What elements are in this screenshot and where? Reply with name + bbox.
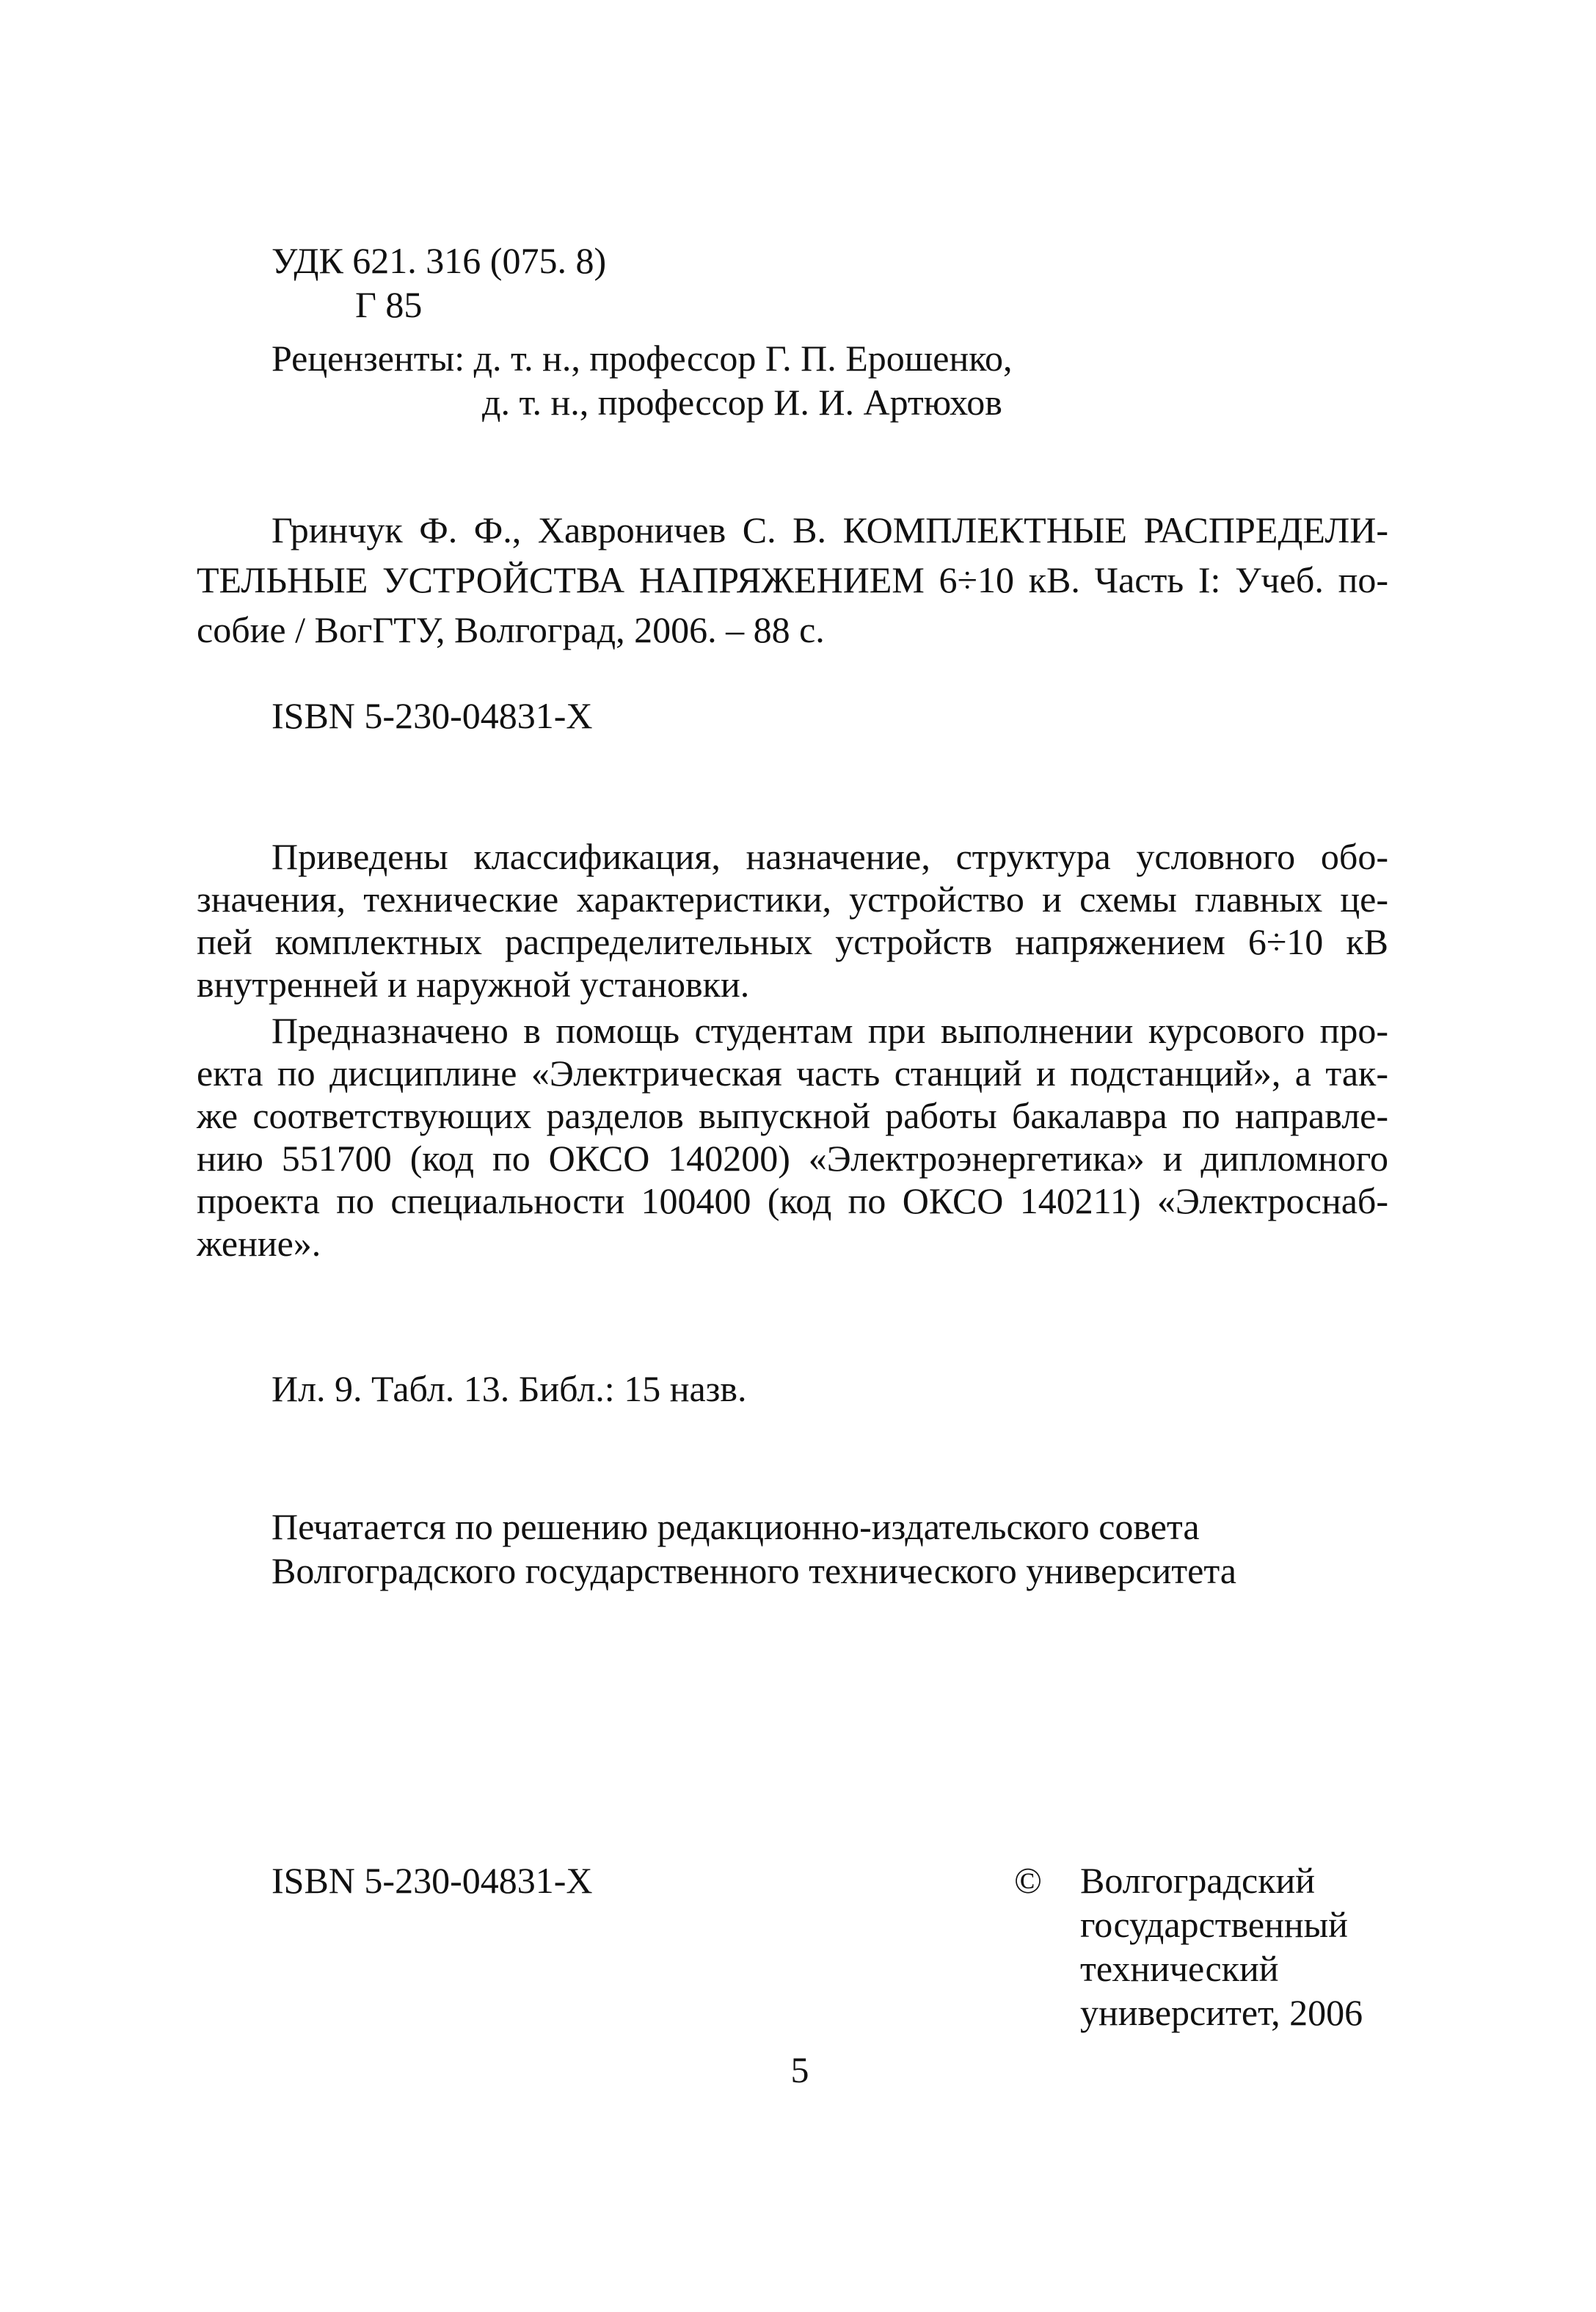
copyright-holder-line: государственный (1080, 1904, 1348, 1945)
annotation-line: значения, технические характеристики, устройство и схемы главных це- (197, 879, 1388, 920)
bibliographic-record-line: собие / ВогГТУ, Волгоград, 2006. – 88 с. (197, 609, 825, 650)
publication-note-line-2: Волгоградского государственного технического университета (272, 1550, 1236, 1591)
annotation-line: Приведены классификация, назначение, структура условного обо- (272, 836, 1388, 877)
annotation-line: жение». (197, 1223, 321, 1264)
copyright-holder-line: Волгоградский (1080, 1860, 1316, 1901)
annotation-line: проекта по специальности 100400 (код по ОКСО 140211) «Электроснаб- (197, 1180, 1388, 1221)
bbk-index: Г 85 (355, 284, 423, 325)
annotation-line: нию 551700 (код по ОКСО 140200) «Электроэнергетика» и дипломного (197, 1138, 1388, 1179)
footer-isbn: ISBN 5-230-04831-X (272, 1860, 593, 1901)
copyright-symbol: © (1014, 1860, 1042, 1901)
page-number: 5 (790, 2049, 809, 2090)
illustrations-note: Ил. 9. Табл. 13. Библ.: 15 назв. (272, 1368, 747, 1409)
bibliographic-record-line: ТЕЛЬНЫЕ УСТРОЙСТВА НАПРЯЖЕНИЕМ 6÷10 кВ. Часть I: Учеб. по- (197, 559, 1388, 600)
reviewers-line-2: д. т. н., профессор И. И. Артюхов (482, 382, 1002, 423)
annotation-line: Предназначено в помощь студентам при выполнении курсового про- (272, 1010, 1388, 1051)
copyright-holder-line: технический (1080, 1948, 1279, 1989)
publication-note-line-1: Печатается по решению редакционно-издательского совета (272, 1506, 1200, 1547)
copyright-holder-line: университет, 2006 (1080, 1992, 1363, 2033)
udk-code: УДК 621. 316 (075. 8) (272, 240, 607, 281)
bibliographic-record-line: Гринчук Ф. Ф., Хавроничев С. В. КОМПЛЕКТНЫЕ РАСПРЕДЕЛИ- (272, 509, 1388, 550)
annotation-line: же соответствующих разделов выпускной работы бакалавра по направле- (197, 1095, 1388, 1136)
annotation-line: внутренней и наружной установки. (197, 964, 750, 1005)
annotation-line: пей комплектных распределительных устройств напряжением 6÷10 кВ (197, 921, 1388, 962)
annotation-line: екта по дисциплине «Электрическая часть станций и подстанций», а так- (197, 1053, 1388, 1094)
isbn-record: ISBN 5-230-04831-X (272, 695, 593, 736)
reviewers-line-1: Рецензенты: д. т. н., профессор Г. П. Ерошенко, (272, 338, 1013, 379)
